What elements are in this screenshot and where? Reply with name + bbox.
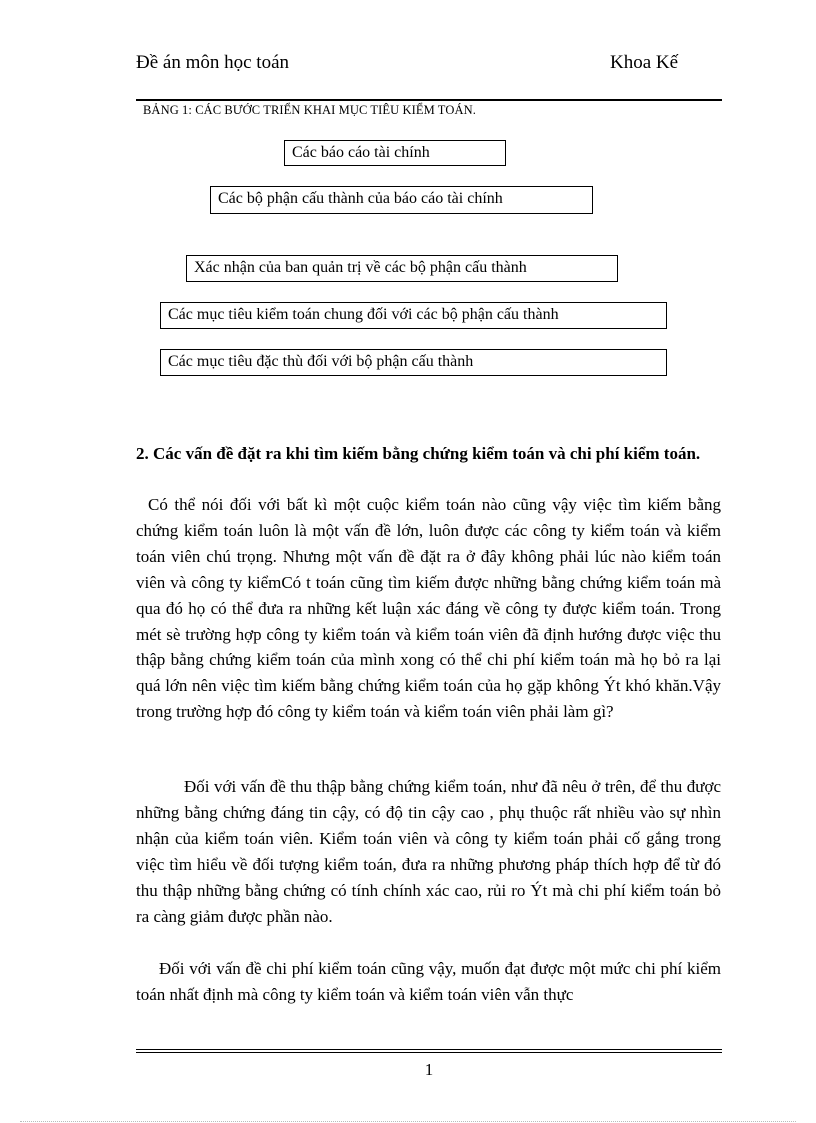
diagram-box-management-assertions: Xác nhận của ban quản trị về các bộ phận cấu thành — [186, 255, 618, 282]
paragraph-1: Có thể nói đối với bất kì một cuộc kiểm toán nào cũng vậy việc tìm kiếm bằng chứng kiểm toán luôn là một vấn đề lớn, luôn được các công ty kiểm toán và kiểm toán viên chú trọng. Nhưng một vấn đề đặt ra ở đây không phải lúc nào kiểm toán viên và công ty kiểmCó t toán cũng tìm kiếm được những bằng chứng kiểm toán mà qua đó họ có thể đưa ra những kết luận xác đáng về công ty được kiểm toán. Trong mét sè trường hợp công ty kiểm toán và kiểm toán viên đã định hướng được việc thu thập bằng chứng kiểm toán của mình xong có thể chi phí kiểm toán mà họ bỏ ra lại quá lớn nên việc tìm kiếm bằng chứng kiểm toán của họ gặp không Ýt khó khăn.Vậy trong trường hợp đó công ty kiểm toán và kiểm toán viên phải làm gì? — [136, 495, 721, 722]
header-rule — [136, 99, 722, 101]
table-caption: BẢNG 1: CÁC BƯỚC TRIỂN KHAI MỤC TIÊU KIỂM TOÁN. — [143, 103, 476, 117]
diagram-box-statement-components: Các bộ phận cấu thành của báo cáo tài chính — [210, 186, 593, 214]
paragraph-2: Đối với vấn đề thu thập bằng chứng kiểm toán, như đã nêu ở trên, để thu được những bằng chứng đáng tin cậy, có độ tin cậy cao , phụ thuộc rất nhiều vào sự nhìn nhận của kiểm toán viên. Kiểm toán viên và công ty kiểm toán phải cố gắng trong việc tìm hiểu về đối tượng kiểm toán, đưa ra những phương pháp thích hợp để từ đó thu thập những bằng chứng có tính chính xác cao, rủi ro Ýt mà chi phí kiểm toán bỏ ra càng giảm được phần nào. — [136, 777, 721, 926]
diagram-box-financial-statements: Các báo cáo tài chính — [284, 140, 506, 166]
page-number: 1 — [424, 1060, 434, 1079]
diagram-box-specific-audit-objectives: Các mục tiêu đặc thù đối với bộ phận cấu thành — [160, 349, 667, 376]
section-heading: 2. Các vấn đề đặt ra khi tìm kiếm bằng chứng kiểm toán và chi phí kiểm toán. — [136, 444, 701, 463]
header-faculty: Khoa Kế — [610, 52, 679, 73]
page-break-line — [20, 1121, 796, 1122]
header-course-title: Đề án môn học toán — [136, 52, 290, 73]
diagram-box-general-audit-objectives: Các mục tiêu kiểm toán chung đối với các bộ phận cấu thành — [160, 302, 667, 329]
paragraph-3: Đối với vấn đề chi phí kiểm toán cũng vậy, muốn đạt được một mức chi phí kiểm toán nhất định mà công ty kiểm toán và kiểm toán viên vẫn thực — [136, 959, 721, 1004]
footer-rule — [136, 1049, 722, 1053]
